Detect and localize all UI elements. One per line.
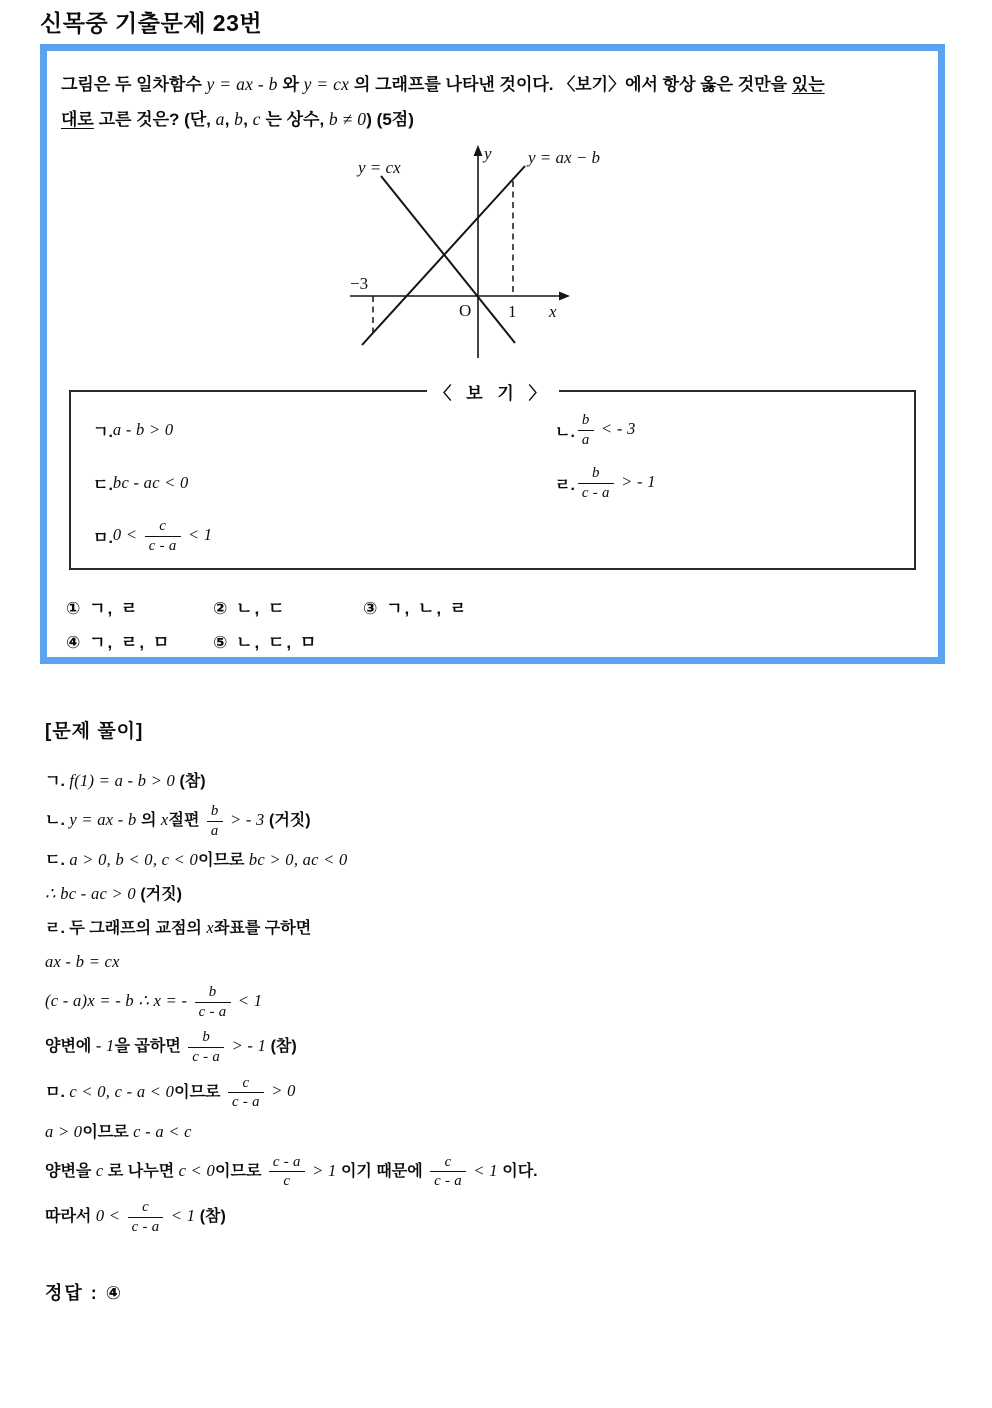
solution-line: ㄷ. a > 0, b < 0, c < 0이므로 bc > 0, ac < 0 <box>45 850 348 870</box>
line-axb-label: y = ax − b <box>527 148 600 167</box>
origin-label: O <box>458 301 471 320</box>
answer-choices <box>66 594 924 653</box>
problem-statement-line2: 대로 고른 것은? (단, a, b, c 는 상수, b ≠ 0) (5점) <box>61 109 414 129</box>
y-axis-arrow-icon <box>473 145 482 156</box>
bogi-item-g: ㄱ. a - b > 0 <box>93 420 174 441</box>
tick-label-1: 1 <box>507 302 516 321</box>
bogi-item-d: ㄷ. bc - ac < 0 <box>93 473 189 494</box>
solution-line: ㄹ. 두 그래프의 교점의 x좌표를 구하면 <box>45 918 312 938</box>
page-title: 신목중 기출문제 23번 <box>40 10 263 36</box>
solution-line: ax - b = cx <box>45 952 120 972</box>
bogi-box <box>69 384 916 570</box>
bogi-item-empty <box>555 514 904 558</box>
x-axis-label: x <box>548 302 557 321</box>
problem-statement-line1: 그림은 두 일차함수 y = ax - b 와 y = cx 의 그래프를 나타낸 것이다. 〈보기〉에서 항상 옳은 것만을 있는 <box>61 74 825 94</box>
solution-line: 양변에 - 1을 곱하면 $\frac{b}{c - a}$ > - 1 (참) <box>45 1029 297 1065</box>
solution-section <box>45 716 992 1305</box>
line-y-ax-b <box>362 166 525 345</box>
solution-line: ㄴ. y = ax - b 의 x절편 $\frac{b}{a}$ > - 3 (거짓) <box>45 803 311 839</box>
bogi-title: 〈 보 기 〉 <box>426 379 558 404</box>
tick-label-neg3: −3 <box>349 274 368 293</box>
bogi-item-n: ㄴ. $\frac{b}{a}$ < - 3 <box>555 411 636 448</box>
choice-option-1: ① ㄱ, ㄹ <box>66 599 140 618</box>
y-axis-label: y <box>483 144 492 163</box>
solution-line: (c - a)x = - b ∴ x = - $\frac{b}{c - a}$ < 1 <box>45 984 263 1020</box>
answer-line: 정답 : ④ <box>45 1283 124 1304</box>
function-graph <box>328 143 658 368</box>
solution-line: 양변을 c 로 나누면 c < 0이므로 $\frac{c - a}{c}$ > 1 이기 때문에 $\frac{c}{c - a}$ < 1 이다. <box>45 1153 538 1190</box>
solution-line: 따라서 0 < $\frac{c}{c - a}$ < 1 (참) <box>45 1198 226 1235</box>
solution-line: ㄱ. f(1) = a - b > 0 (참) <box>45 771 206 790</box>
bogi-item-r: ㄹ. $\frac{b}{c - a}$ > - 1 <box>555 464 656 501</box>
x-axis-arrow-icon <box>559 292 570 301</box>
solution-line: a > 0이므로 c - a < c <box>45 1121 192 1141</box>
solution-line: ∴ bc - ac > 0 (거짓) <box>45 884 182 904</box>
line-y-cx <box>381 176 515 343</box>
choice-option-3: ③ ㄱ, ㄴ, ㄹ <box>363 599 469 618</box>
choice-option-2: ② ㄴ, ㄷ <box>213 599 287 618</box>
line-cx-label: y = cx <box>357 158 401 177</box>
solution-line: ㅁ. c < 0, c - a < 0이므로 $\frac{c}{c - a}$ > 0 <box>45 1074 296 1111</box>
choice-option-5: ⑤ ㄴ, ㄷ, ㅁ <box>213 633 319 652</box>
solution-heading: [문제 풀이] <box>45 721 144 742</box>
problem-box <box>40 44 945 664</box>
bogi-item-m: ㅁ. 0 < $\frac{c}{c - a}$ < 1 <box>93 517 213 554</box>
choice-option-4: ④ ㄱ, ㄹ, ㅁ <box>66 633 172 652</box>
